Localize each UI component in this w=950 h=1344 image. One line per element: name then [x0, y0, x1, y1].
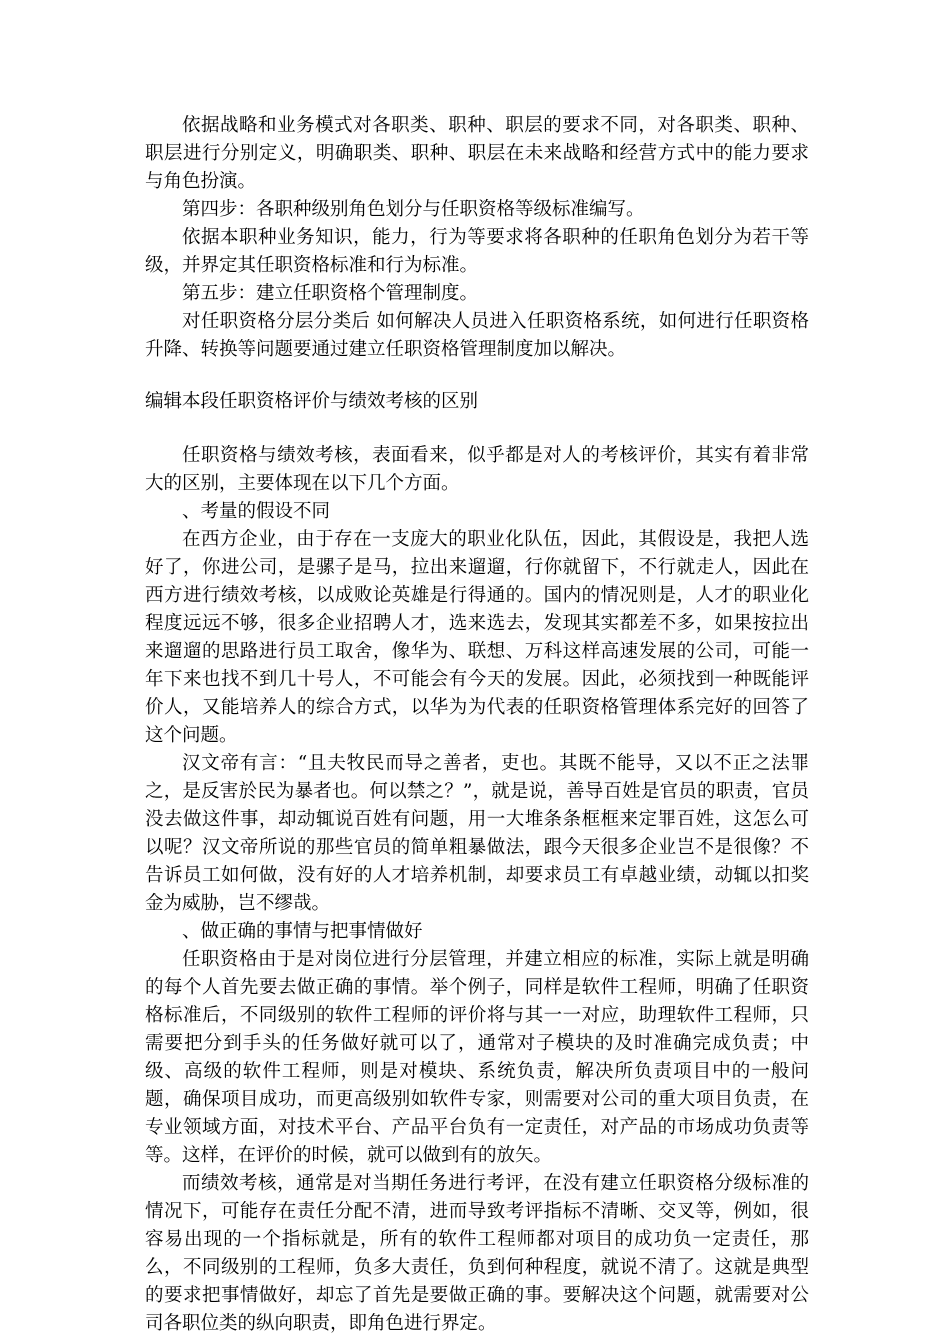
paragraph-grade-division: 依据本职种业务知识，能力，行为等要求将各职种的任职角色划分为若干等级，并界定其任职资格标准和行为标准。 — [145, 227, 809, 276]
paragraph-western-companies: 在西方企业，由于存在一支庞大的职业化队伍，因此，其假设是，我把人选好了，你进公司，是骡子是马，拉出来遛遛，行你就留下，不行就走人，因此在西方进行绩效考核，以成败论英雄是行得通的。国内的情况则是，人才的职业化程度远远不够，很多企业招聘人才，选来选去，发现其实都差不多，如果按拉出来遛遛的思路进行员工取舍，像华为、联想、万科这样高速发展的公司，可能一年下来也找不到几十号人，不可能会有今天的发展。因此，必须找到一种既能评价人，又能培养人的综合方式，以华为为代表的任职资格管理体系完好的回答了这个问题。 — [145, 529, 809, 746]
paragraph-emperor-quote: 汉文帝有言：“且夫牧民而导之善者，吏也。其既不能导，又以不正之法罪之，是反害於民为暴者也。何以禁之？”，就是说，善导百姓是官员的职责，官员没去做这件事，却动辄说百姓有问题，用一大堆条条框框来定罪百姓，这怎么可以呢？汉文帝所说的那些官员的简单粗暴做法，跟今天很多企业岂不是很像？不告诉员工如何做，没有好的人才培养机制，却要求员工有卓越业绩，动辄以扣奖金为威胁，岂不缪哉。 — [145, 753, 809, 914]
subheading-assumption: 、考量的假设不同 — [182, 501, 331, 522]
paragraph-step-five: 第五步：建立任职资格个管理制度。 — [182, 283, 479, 304]
subheading-right-things: 、做正确的事情与把事情做好 — [182, 921, 423, 942]
section-heading: 编辑本段任职资格评价与绩效考核的区别 — [145, 391, 479, 412]
paragraph-intro-difference: 任职资格与绩效考核，表面看来，似乎都是对人的考核评价，其实有着非常大的区别，主要体现在以下几个方面。 — [145, 445, 809, 494]
document-page — [145, 112, 809, 1338]
paragraph-role-definition: 依据战略和业务模式对各职类、职种、职层的要求不同，对各职类、职种、职层进行分别定义，明确职类、职种、职层在未来战略和经营方式中的能力要求与角色扮演。 — [145, 115, 809, 192]
paragraph-qualification-example: 任职资格由于是对岗位进行分层管理，并建立相应的标准，实际上就是明确的每个人首先要去做正确的事情。举个例子，同样是软件工程师，明确了任职资格标准后，不同级别的软件工程师的评价将与其一一对应，助理软件工程师，只需要把分到手头的任务做好就可以了，通常对子模块的及时准确完成负责；中级、高级的软件工程师，则是对模块、系统负责，解决所负责项目中的一般问题，确保项目成功，而更高级别如软件专家，则需要对公司的重大项目负责，在专业领域方面，对技术平台、产品平台负有一定责任，对产品的市场成功负责等等。这样，在评价的时候，就可以做到有的放矢。 — [145, 949, 809, 1166]
paragraph-step-four: 第四步：各职种级别角色划分与任职资格等级标准编写。 — [182, 199, 645, 220]
paragraph-management-system: 对任职资格分层分类后 如何解决人员进入任职资格系统，如何进行任职资格升降、转换等问题要通过建立任职资格管理制度加以解决。 — [145, 311, 809, 360]
paragraph-performance-review: 而绩效考核，通常是对当期任务进行考评，在没有建立任职资格分级标准的情况下，可能存在责任分配不清，进而导致考评指标不清晰、交叉等，例如，很容易出现的一个指标就是，所有的软件工程师都对项目的成功负一定责任，那么，不同级别的工程师，负多大责任，负到何种程度，就说不清了。这就是典型的要求把事情做好，却忘了首先是要做正确的事。要解决这个问题，就需要对公司各职位类的纵向职责，即角色进行界定。 — [145, 1173, 809, 1334]
